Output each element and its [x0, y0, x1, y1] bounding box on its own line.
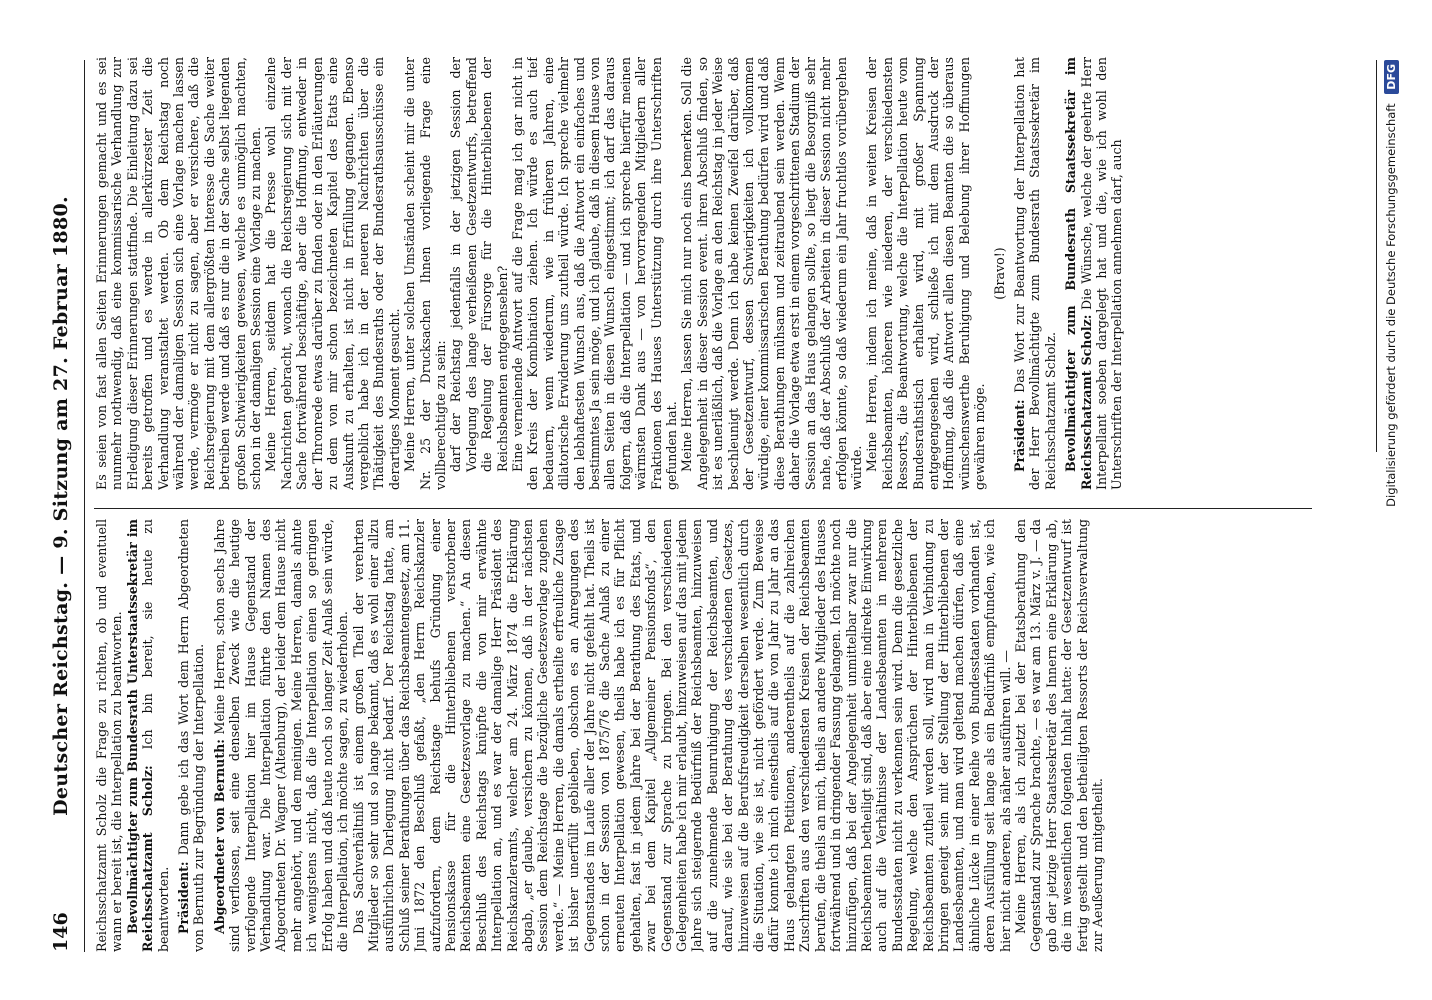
paragraph-text: Das Wort zur Beantwortung der Interpellation hat der Herr Bevollmächtigte zum Bundesrath Staatssekretär im Reichsschatzamt Scholz.: [1011, 57, 1058, 490]
paragraph-text: Ich bin bereit, sie heute zu beantworten.: [140, 519, 171, 952]
page-number: 146: [50, 912, 72, 952]
paragraph-text: Meine Herren, seitdem hat die Presse wohl einzelne Nachrichten gebracht, wonach die Reichsregierung sich mit der Sache fortwährend beschäftige, aber die Hoffnung, entweder in der Thronrede etwas darüber zu finden oder in den Erläuterungen zu dem von mir schon bezeichneten Kapitel des Etats eine Auskunft zu erhalten, ist nicht in Erfüllung gegangen. Ebenso vergeblich habe ich in der neueren Nachrichten über die Thätigkeit des Bundesraths oder der Bundesrathsausschüsse ein derartiges Moment gesucht.: [263, 57, 402, 490]
paragraph: [510, 57, 679, 490]
speaker-name: Bevollmächtigter zum Bundesrath Unterstaatssekretär im Reichsschatzamt Scholz:: [124, 519, 156, 952]
page-header: [50, 60, 80, 952]
paragraph: [176, 519, 207, 952]
paragraph-text: Meine Herren, schon sechs Jahre sind verflossen, seit eine denselben Zweck wie die heutige verfolgende Interpellation hier im Hause Gegenstand der Verhandlung war. Die Interpellation führte den Namen des Abgeordneten Dr. Wagner (Altenburg), der leider dem Hause nicht mehr angehört, und den meinigen. Meine Herren, damals ahnte ich wenigstens nicht, daß die Interpellation einen so geringen Erfolg haben und daß heute noch so langer Zeit Anlaß sein würde, die Interpellation, ich möchte sagen, zu wiederholen.: [211, 519, 351, 952]
paragraph: [1013, 519, 1105, 952]
paragraph: [992, 57, 1007, 490]
paragraph: [402, 57, 448, 490]
paragraph-text: darf der Reichstag jedenfalls in der jetzigen Session der Vorlegung des lange verheißenen Gesetzentwurfs, betreffend die Regelung der Fürsorge für die Hinterbliebenen der Reichsbeamten entgegensehen?: [448, 57, 510, 472]
paragraph: [1012, 57, 1058, 490]
paragraph-text: Meine Herren, unter solchen Umständen scheint mir die unter Nr. 25 der Drucksachen Ihnen vorliegende Frage eine vollberechtigte zu sein:: [402, 57, 448, 490]
paragraph: [679, 57, 864, 490]
paragraph-text: Reichsschatzamt Scholz die Frage zu richten, ob und eventuell wann er bereit ist, die Interpellation zu beantworten.: [94, 519, 125, 952]
left-column: [94, 519, 1372, 952]
paragraph-text: Meine Herren, als ich zuletzt bei der Etatsberathung den Gegenstand zur Sprache brachte, — es war am 13. März v. J. — da gab der jetzige Herr Staatssekretär des Innern eine Erklärung ab, die im wesentlichen folgenden Inhalt hatte: der Gesetzentwurf ist fertig gestellt und den betheiligten Ressorts der Reichsverwaltung zur Aeußerung mitgetheilt.: [1012, 519, 1105, 952]
credit-text: Digitalisierung gefördert durch die Deutsche Forschungsgemeinschaft: [1384, 103, 1398, 507]
paragraph: [263, 57, 402, 490]
paragraph: [1063, 57, 1125, 490]
header-rule: [84, 60, 85, 952]
paragraph: [864, 57, 987, 490]
speaker-name: Präsident:: [176, 861, 192, 934]
paragraph: [212, 519, 351, 952]
paragraph: [351, 519, 1013, 952]
paragraph-text: Dann gebe ich das Wort dem Herrn Abgeordneten von Bernuth zur Begründung der Interpellation.: [176, 519, 207, 952]
speaker-name: Bevollmächtigter zum Bundesrath Staatssekretär im Reichsschatzamt Scholz:: [1063, 57, 1094, 490]
digitization-credit: [1384, 60, 1399, 507]
paragraph-text: Meine Herren, lassen Sie mich nur noch eins bemerken. Soll die Angelegenheit in dieser Session event. ihren Abschluß finden, so ist es unerläßlich, daß die Vorlage an den Reichstag in jeder Weise beschleunigt werde. Denn ich habe keinen Zweifel darüber, daß der Gesetzentwurf, dessen Schwierigkeiten ich vollkommen würdige, einer kommissarischen Berathung bedürfen wird und daß diese Berathungen mühsam und zeitraubend sein werden. Wenn daher die Vorlage etwa erst in einem vorgeschrittenen Stadium der Session an das Haus gelangen sollte, so liegt die Besorgniß sehr nahe, daß der Abschluß der Arbeiten in dieser Session nicht mehr erfolgen könnte, so daß wiederum ein Jahr fruchtlos vorübergehen würde.: [679, 57, 864, 490]
paragraph: [94, 519, 125, 952]
column-divider: [94, 508, 1312, 509]
right-column: [94, 57, 1372, 490]
paragraph-text: Es seien von fast allen Seiten Erinnerungen gemacht und es sei nunmehr nothwendig, daß eine kommissarische Verhandlung zur Erledigung dieser Erinnerungen stattfinde. Die Einleitung dazu sei bereits getroffen und es werde in allerkürzester Zeit die Verhandlung veranstaltet werden. Ob dem Reichstag noch während der damaligen Session sich eine Vorlage machen lassen werde, vermöge er nicht zu sagen, aber er versichere, daß die Reichsregierung mit dem allergrößten Interesse die Sache weiter betreiben werde und daß es nur die in der Sache selbst liegenden großen Schwierigkeiten gewesen, welche es unmöglich machten, schon in der damaligen Session eine Vorlage zu machen.: [94, 57, 264, 490]
paragraph-text: Die Wünsche, welche der geehrte Herr Interpellant soeben dargelegt hat und die, wie ich wohl den Unterschriften der Interpellation annehmen darf, auch: [1078, 57, 1125, 490]
speaker-name: Abgeordneter von Bernuth:: [211, 739, 227, 934]
page-footer: [1376, 0, 1416, 1000]
paragraph-text: Das Sachverhältniß ist einem großen Theil der verehrten Mitglieder so sehr und so lange bekannt, daß es wohl einer allzu ausführlichen Darlegung nicht bedarf. Der Reichstag hatte, am Schluß seiner Berathungen über das Reichsbeamtengesetz, am 11. Juni 1872 den Beschluß gefaßt, „den Herrn Reichskanzler aufzufordern, dem Reichstage behufs Gründung einer Pensionskasse für die Hinterbliebenen verstorbener Reichsbeamten eine Gesetzesvorlage zu machen.“ An diesen Beschluß des Reichstags knüpfte die von mir erwähnte Interpellation an, und es war der damalige Herr Präsident des Reichskanzleramts, welcher am 24. März 1874 die Erklärung abgab, „er glaube, versichern zu können, daß in der nächsten Session dem Reichstage die bezügliche Gesetzesvorlage zugehen werde.“ — Meine Herren, die damals ertheilte erfreuliche Zusage ist bisher unerfüllt geblieben, obschon es an Anregungen des Gegenstandes im Laufe aller der Jahre nicht gefehlt hat. Theils ist schon in der Session von 1875/76 die Sache Anlaß zu einer erneuten Interpellation gewesen, theils habe ich es für Pflicht gehalten, fast in jedem Jahre bei der Berathung des Etats, und zwar bei dem Kapitel „Allgemeiner Pensionsfonds“, den Gegenstand zur Sprache zu bringen. Bei den verschiedenen Gelegenheiten habe ich mir erlaubt, hinzuweisen auf das mit jedem Jahre sich steigernde Bedürfniß der Reichsbeamten, hinzuweisen auf die zunehmende Beunruhigung der Reichsbeamten, und darauf, wie sie bei der Berathung des verschiedenen Gesetzes, hinzuweisen auf die Berufsfreudigkeit derselben wesentlich durch die Situation, wie sie ist, nicht gefördert werde. Zum Beweise dafür konnte ich mich einestheils auf die von Jahr zu Jahr an das Haus gelangten Petitionen, anderentheils auf die zahlreichen Zuschriften aus den verschiedensten Kreisen der Reichsbeamten berufen, die theils an mich, theils an andere Mitglieder des Hauses fortwährend und in dringender Fassung gelangen. Ich möchte noch hinzufügen, daß bei der Angelegenheit unmittelbar zwar nur die Reichsbeamten betheiligt sind, daß aber eine indirekte Einwirkung auch auf die Verhältnisse der Landesbeamten in mehreren Bundesstaaten nicht zu verkennen sein wird. Denn die gesetzliche Regelung, welche den Ansprüchen der Hinterbliebenen der Reichsbeamten zutheil werden soll, wird man in Verbindung zu bringen geneigt sein mit der Stellung der Hinterbliebenen der Landesbeamten, und man wird geltend machen dürfen, daß eine ähnliche Lücke in einer Reihe von Bundesstaaten vorhanden ist, deren Ausfüllung seit lange als ein Bedürfniß empfunden, wie ich hier nicht anderen, als näher ausführen will. —: [350, 519, 1013, 952]
page-title: Deutscher Reichstag. — 9. Sitzung am 27. Februar 1880.: [50, 196, 72, 816]
paragraph: [448, 57, 510, 472]
footer-rule: [1376, 60, 1377, 452]
paragraph-text: (Bravo!): [991, 247, 1007, 300]
paragraph-text: Eine verneinende Antwort auf die Frage mag ich gar nicht in den Kreis der Kombination ziehen. Ich würde es auch tief bedauern, wenn wiederum, wie in früheren Jahren, eine dilatorische Erwiderung uns zutheil würde. Ich spreche vielmehr den lebhaftesten Wunsch aus, daß die Antwort ein einfaches und bestimmtes Ja sein möge, und ich glaube, daß in diesem Hause von allen Seiten in diesen Wunsch eingestimmt; ich darf das daraus folgern, daß die Interpellation — und ich spreche hierfür meinen wärmsten Dank aus — von hervorragenden Mitgliedern aller Fraktionen des Hauses Unterstützung durch ihre Unterschriften gefunden hat.: [509, 57, 680, 490]
paragraph: [125, 519, 171, 952]
paragraph-text: Meine Herren, indem ich meine, daß in weiten Kreisen der Reichsbeamten, höheren wie niederen, der verschiedensten Ressorts, die Beantwortung, welche die Interpellation heute vom Bundesrathstisch erhalten wird, mit großer Spannung entgegengesehen wird, schließe ich mit dem Ausdruck der Hoffnung, daß die Antwort allen diesen Beamten die so überaus wünschenswerthe Beruhigung und Belebung ihrer Hoffnungen gewähren möge.: [864, 57, 988, 490]
dfg-logo: DFG: [1384, 60, 1399, 94]
speaker-name: Präsident:: [1011, 399, 1027, 472]
paragraph: [94, 57, 263, 490]
